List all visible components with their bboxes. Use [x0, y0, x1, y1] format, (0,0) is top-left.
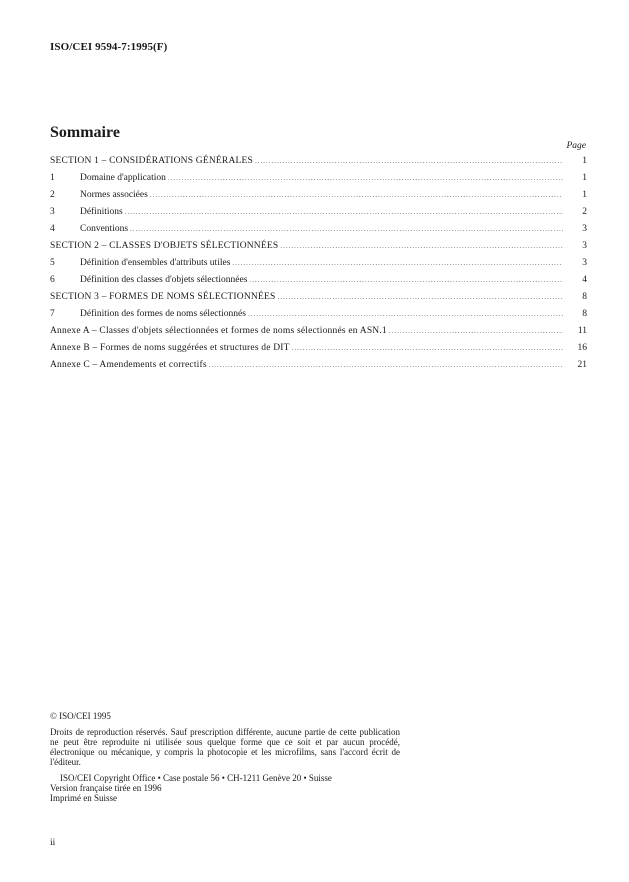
toc-leader-dots — [150, 190, 563, 201]
toc-entry[interactable] — [50, 343, 587, 354]
toc-entry-page: 4 — [582, 275, 587, 285]
toc-entry-page: 1 — [582, 190, 587, 200]
toc-entry-label: Normes associées — [80, 190, 148, 200]
toc-entry-label: SECTION 3 – FORMES DE NOMS SÉLECTIONNÉES — [50, 292, 276, 302]
page-column-label: Page — [566, 141, 586, 151]
toc-leader-dots — [130, 224, 563, 235]
toc-entry[interactable] — [50, 190, 587, 201]
toc-leader-dots — [125, 207, 563, 218]
toc-entry[interactable] — [50, 326, 587, 337]
copyright-notice — [50, 711, 400, 803]
publisher-address: ISO/CEI Copyright Office • Case postale 56 • CH-1211 Genève 20 • Suisse — [60, 773, 332, 783]
printed-line: Imprimé en Suisse — [50, 793, 117, 803]
toc-leader-dots — [168, 173, 563, 184]
toc-entry-page: 8 — [582, 292, 587, 302]
toc-entry-page: 11 — [577, 326, 587, 336]
toc-leader-dots — [255, 156, 563, 167]
toc-entry-label: Annexe A – Classes d'objets sélectionnées et formes de noms sélectionnés en ASN.1 — [50, 326, 387, 336]
toc-entry-label: Définitions — [80, 207, 123, 217]
toc-entry-label: Définition d'ensembles d'attributs utiles — [80, 258, 231, 268]
toc-leader-dots — [292, 343, 563, 354]
toc-entry[interactable] — [50, 241, 587, 252]
document-id-header: ISO/CEI 9594-7:1995(F) — [50, 41, 168, 53]
toc-entry-page: 16 — [577, 343, 587, 353]
toc-entry-label: SECTION 1 – CONSIDÉRATIONS GÉNÉRALES — [50, 156, 254, 166]
toc-entry[interactable] — [50, 224, 587, 235]
toc-entry-label: Annexe C – Amendements et correctifs — [50, 360, 207, 370]
version-line: Version française tirée en 1996 — [50, 783, 162, 793]
toc-entry-number: 5 — [50, 258, 55, 268]
page-title: Sommaire — [50, 124, 120, 141]
toc-entry-number: 2 — [50, 190, 55, 200]
toc-entry-label: Domaine d'application — [80, 173, 166, 183]
toc-entry[interactable] — [50, 309, 587, 320]
toc-entry-page: 3 — [582, 241, 587, 251]
toc-entry-number: 4 — [50, 224, 55, 234]
toc-entry[interactable] — [50, 275, 587, 286]
toc-entry-number: 6 — [50, 275, 55, 285]
toc-entry-page: 3 — [582, 224, 587, 234]
toc-leader-dots — [389, 326, 563, 337]
toc-entry-number: 3 — [50, 207, 55, 217]
toc-leader-dots — [280, 241, 563, 252]
toc-entry-page: 2 — [582, 207, 587, 217]
toc-entry[interactable] — [50, 258, 587, 269]
toc-entry-page: 8 — [582, 309, 587, 319]
toc-leader-dots — [248, 309, 563, 320]
rights-statement: Droits de reproduction réservés. Sauf prescription différente, aucune partie de cette publication ne peut être reproduite ni utilisée sous quelque forme que ce soit et par aucun procédé, électronique ou mécanique, y compris la photocopie et les microfilms, sans l'accord écrit de l'éditeur. — [50, 727, 400, 767]
toc-entry[interactable] — [50, 173, 587, 184]
toc-entry-page: 3 — [582, 258, 587, 268]
toc-entry-page: 1 — [582, 156, 587, 166]
toc-entry[interactable] — [50, 207, 587, 218]
toc-leader-dots — [277, 292, 563, 303]
toc-entry-number: 1 — [50, 173, 55, 183]
toc-leader-dots — [249, 275, 563, 286]
toc-entry[interactable] — [50, 156, 587, 167]
toc-leader-dots — [209, 360, 563, 371]
toc-entry-label: Annexe B – Formes de noms suggérées et structures de DIT — [50, 343, 290, 353]
toc-entry-page: 1 — [582, 173, 587, 183]
toc-entry[interactable] — [50, 360, 587, 371]
toc-entry-label: SECTION 2 – CLASSES D'OBJETS SÉLECTIONNÉES — [50, 241, 279, 251]
copyright-line: © ISO/CEI 1995 — [50, 711, 111, 721]
toc-entry-page: 21 — [577, 360, 587, 370]
toc-entry-number: 7 — [50, 309, 55, 319]
toc-entry[interactable] — [50, 292, 587, 303]
toc-leader-dots — [232, 258, 563, 269]
page-number: ii — [50, 838, 56, 848]
toc-entry-label: Conventions — [80, 224, 129, 234]
toc-entry-label: Définition des classes d'objets sélectionnées — [80, 275, 248, 285]
toc-entry-label: Définition des formes de noms sélectionnés — [80, 309, 246, 319]
